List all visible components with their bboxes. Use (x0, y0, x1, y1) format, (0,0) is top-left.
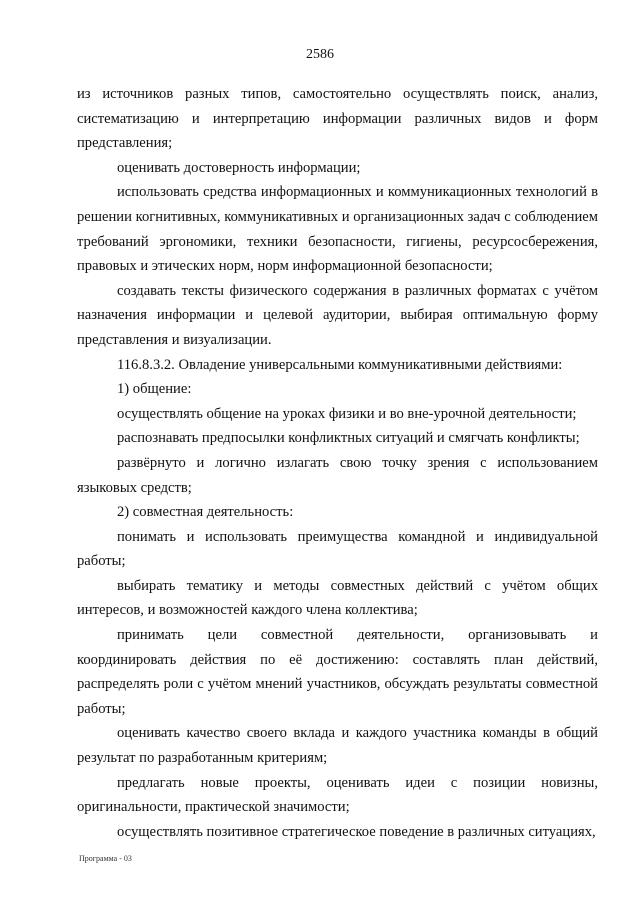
subsection-label: 1) общение: (117, 381, 192, 398)
paragraph: развёрнуто и логично излагать свою точку зрения с использованием языковых средств; (77, 454, 598, 496)
paragraph: выбирать тематику и методы совместных действий с учётом общих интересов, и возможностей каждого члена коллектива; (77, 577, 598, 619)
paragraph: оценивать качество своего вклада и каждого участника команды в общий результат по разработанным критериям; (77, 725, 598, 767)
paragraph: оценивать достоверность информации; (117, 159, 361, 176)
body-text (77, 82, 598, 844)
footer-label: Программа - 03 (79, 854, 132, 863)
paragraph: осуществлять позитивное стратегическое поведение в различных ситуациях, (117, 823, 596, 840)
paragraph: осуществлять общение на уроках физики и во вне-урочной деятельности; (117, 405, 577, 422)
subsection-label: 2) совместная деятельность: (117, 504, 294, 521)
paragraph: использовать средства информационных и коммуникационных технологий в решении когнитивных, коммуникативных и организационных задач с соблюдением требований эргономики, техники безопасности, гигиены, ресурсосбережения, правовых и этических норм, норм информационной безопасности; (77, 184, 598, 275)
paragraph: из источников разных типов, самостоятельно осуществлять поиск, анализ, систематизацию и интерпретацию информации различных видов и форм представления; (77, 86, 598, 152)
section-heading: 116.8.3.2. Овладение универсальными коммуникативными действиями: (117, 356, 563, 373)
paragraph: понимать и использовать преимущества командной и индивидуальной работы; (77, 528, 598, 570)
paragraph: предлагать новые проекты, оценивать идеи с позиции новизны, оригинальности, практической значимости; (77, 774, 598, 816)
paragraph: принимать цели совместной деятельности, организовывать и координировать действия по её достижению: составлять план действий, распределять роли с учётом мнений участников, обсуждать результаты совместной работы; (77, 627, 598, 717)
paragraph: создавать тексты физического содержания в различных форматах с учётом назначения информации и целевой аудитории, выбирая оптимальную форму представления и визуализации. (77, 282, 598, 348)
page-number: 2586 (306, 47, 334, 62)
paragraph: распознавать предпосылки конфликтных ситуаций и смягчать конфликты; (117, 430, 580, 447)
